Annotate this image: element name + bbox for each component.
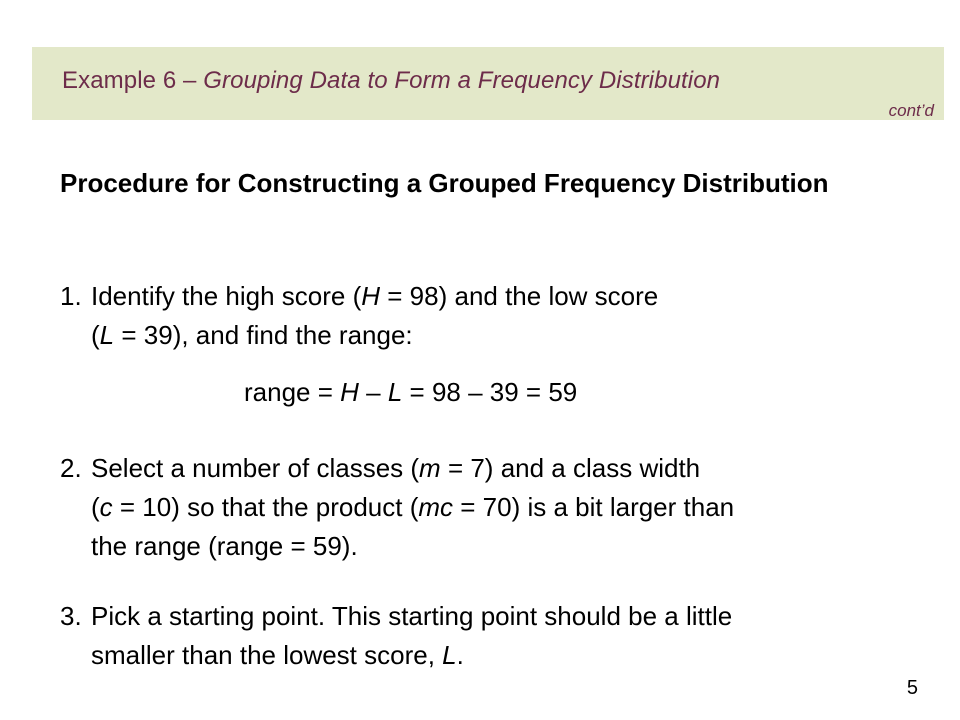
step-line — [91, 488, 734, 527]
text-run: = 98) and the low score — [380, 281, 659, 311]
page-number: 5 — [906, 677, 918, 699]
text-run: = 7) and a class width — [440, 453, 701, 483]
variable: L — [442, 640, 457, 670]
step-number: 2. — [60, 453, 82, 483]
text-run: smaller than the lowest score, — [91, 640, 443, 670]
step-line — [91, 449, 700, 488]
title-italic: Grouping Data to Form a Frequency Distribution — [203, 67, 721, 94]
step-number: 1. — [60, 281, 82, 311]
step-number: 3. — [60, 601, 82, 631]
text-run: = 39), and find the range: — [114, 320, 413, 350]
variable: m — [419, 453, 441, 483]
title-prefix: Example 6 – — [62, 67, 204, 94]
text-run: range = — [244, 377, 341, 407]
variable: L — [99, 320, 115, 350]
procedure-heading: Procedure for Constructing a Grouped Frequency Distribution — [60, 168, 829, 198]
step-line: the range (range = 59). — [91, 531, 358, 561]
title-band — [32, 47, 944, 120]
variable: H — [361, 281, 381, 311]
continued-label: cont’d — [888, 101, 934, 120]
text-run: ( — [91, 492, 100, 522]
text-run: ( — [91, 320, 100, 350]
text-run: – — [358, 377, 388, 407]
variable: mc — [418, 492, 454, 522]
variable: c — [99, 492, 113, 522]
step-line — [91, 636, 464, 675]
variable: L — [387, 377, 403, 407]
range-equation — [244, 372, 577, 412]
text-run: = 10) so that the product ( — [112, 492, 419, 522]
text-run: Identify the high score ( — [91, 281, 362, 311]
slide-title — [62, 67, 720, 95]
step-line: Pick a starting point. This starting point should be a little — [91, 601, 733, 631]
text-run: = 98 – 39 = 59 — [402, 377, 578, 407]
text-run: = 70) is a bit larger than — [453, 492, 735, 522]
text-run: . — [456, 640, 464, 670]
text-run: Select a number of classes ( — [91, 453, 420, 483]
step-line — [91, 277, 658, 316]
step-line — [91, 316, 413, 355]
variable: H — [340, 377, 359, 407]
